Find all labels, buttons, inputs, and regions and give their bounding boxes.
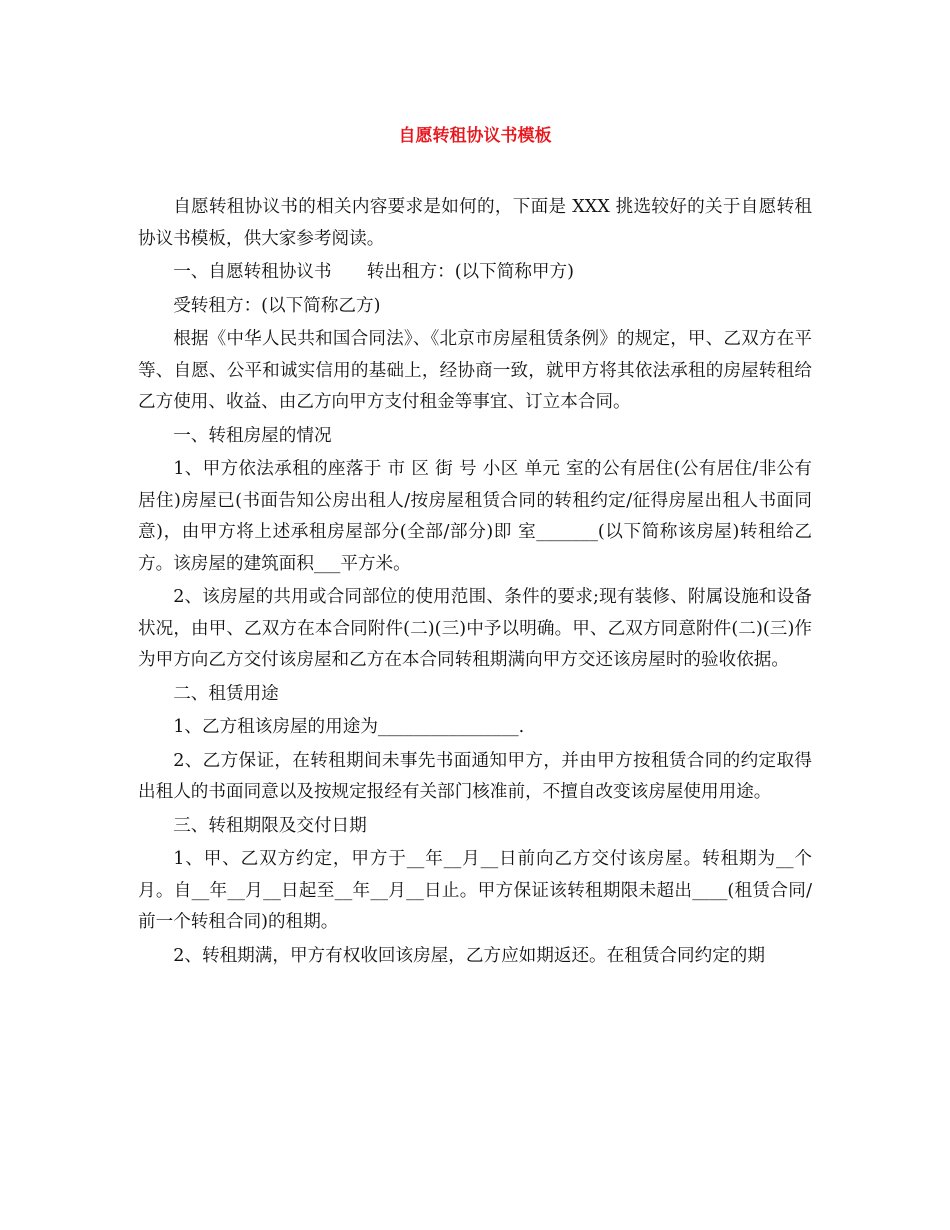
paragraph-section-transferor: 一、自愿转租协议书 转出租方：(以下简称甲方) — [173, 262, 574, 282]
paragraph-clause-1-2: 2、该房屋的共用或合同部位的使用范围、条件的要求;现有装修、附属设施和设备状况，由甲、乙双方在本合同附件(二)(三)中予以明确。甲、乙双方同意附件(二)(三)作为甲方向乙方交付该房屋和乙方在本合同转租期满向甲方交还该房屋时的验收依据。 — [138, 587, 812, 670]
heading-lease-purpose: 二、租赁用途 — [173, 683, 279, 704]
document-title: 自愿转租协议书模板 — [398, 126, 552, 146]
paragraph-clause-2-2: 2、乙方保证，在转租期间未事先书面通知甲方，并由甲方按租赁合同的约定取得出租人的书面同意以及按规定报经有关部门核准前，不擅自改变该房屋使用用途。 — [138, 750, 812, 802]
paragraph-legal-basis: 根据《中华人民共和国合同法》、《北京市房屋租赁条例》的规定，甲、乙双方在平等、自愿、公平和诚实信用的基础上，经协商一致，就甲方将其依法承租的房屋转租给乙方使用、收益、由乙方向甲方支付租金等事宜、订立本合同。 — [138, 329, 812, 412]
paragraph-intro: 自愿转租协议书的相关内容要求是如何的，下面是 XXX 挑选较好的关于自愿转租协议书模板，供大家参考阅读。 — [138, 197, 812, 249]
paragraph-clause-3-2: 2、转租期满，甲方有权收回该房屋，乙方应如期返还。在租赁合同约定的期 — [173, 945, 765, 966]
document-body — [138, 192, 812, 974]
heading-lease-term: 三、转租期限及交付日期 — [173, 815, 367, 836]
heading-property-situation: 一、转租房屋的情况 — [173, 425, 332, 446]
paragraph-transferee: 受转租方：(以下简称乙方) — [173, 295, 381, 316]
paragraph-clause-3-1: 1、甲、乙双方约定，甲方于__年__月__日前向乙方交付该房屋。转租期为__个月。自__年__月__日起至__年__月__日止。甲方保证该转租期限未超出____(租赁合同/前一个转租合同)的租期。 — [138, 849, 812, 932]
paragraph-clause-2-1: 1、乙方租该房屋的用途为________________. — [173, 717, 525, 737]
paragraph-clause-1-1: 1、甲方依法承租的座落于 市 区 街 号 小区 单元 室的公有居住(公有居住/非公有居住)房屋已(书面告知公房出租人/按房屋租赁合同的转租约定/征得房屋出租人书面同意)，由甲方将上述承租房屋部分(全部/部分)即 室_______(以下简称该房屋)转租给乙方。该房屋的建筑面积___平方米。 — [138, 459, 812, 574]
